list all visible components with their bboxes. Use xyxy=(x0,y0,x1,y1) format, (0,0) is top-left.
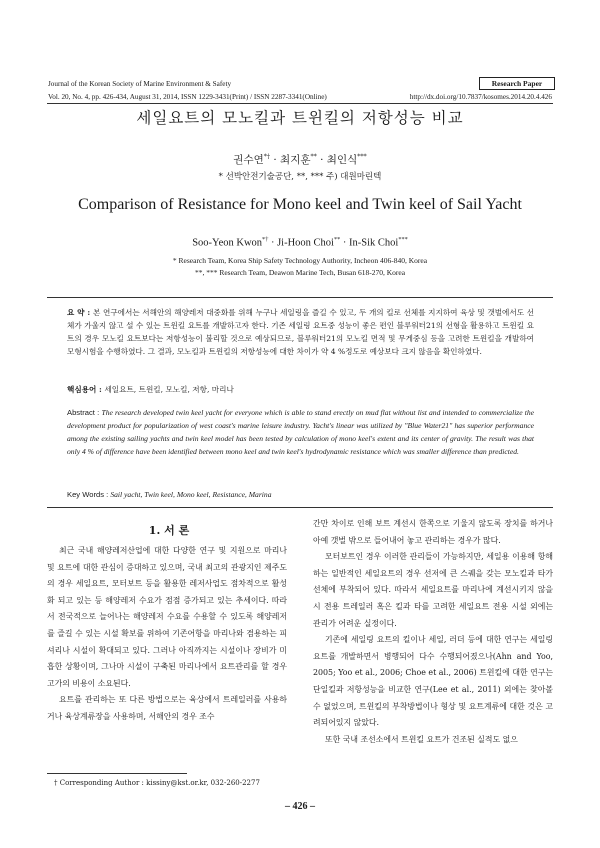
page-number: – 426 – xyxy=(285,801,315,812)
keywords-english xyxy=(67,489,534,502)
author-2-en: Ji-Hoon Choi xyxy=(277,237,334,249)
author-1-ko-mark: *† xyxy=(263,153,271,161)
research-paper-badge: Research Paper xyxy=(479,77,555,90)
affiliation-english-2: **, *** Research Team, Deawon Marine Tech, Busan 618-270, Korea xyxy=(194,268,406,277)
section-heading-introduction: 1. 서 론 xyxy=(148,524,190,537)
abstract-korean xyxy=(67,307,534,359)
keywords-korean-text: 세일요트, 트윈킬, 모노킬, 저항, 마리나 xyxy=(104,385,234,394)
author-3-en: In-Sik Choi xyxy=(349,237,399,249)
paragraph: 또한 국내 조선소에서 트윈킬 요트가 건조된 실적도 없으 xyxy=(325,734,518,744)
journal-name: Journal of the Korean Society of Marine Environment & Safety xyxy=(48,80,232,88)
title-korean: 세일요트의 모노킬과 트윈킬의 저항성능 비교 xyxy=(136,109,464,127)
author-2-ko: 최지훈 xyxy=(280,154,311,166)
abstract-top-rule xyxy=(47,297,553,298)
author-2-ko-mark: ** xyxy=(310,153,317,161)
affiliation-korean: * 선박안전기술공단, **, *** 주) 대원마린텍 xyxy=(218,172,382,182)
author-3-ko: 최인식 xyxy=(326,154,358,166)
journal-citation: Vol. 20, No. 4, pp. 426-434, August 31, 2014, ISSN 1229-3431(Print) / ISSN 2287-3341(Online) xyxy=(48,93,327,101)
paragraph: 최근 국내 해양레저산업에 대한 다양한 연구 및 지원으로 마리나 및 요트에 대한 관심이 증대하고 있으며, 국내 최고의 관광지인 제주도의 경우 세일요트, 모터보트 등을 활용한 레저사업도 점차적으로 활성화 되고 있는 등 해양레저 수요가 점점 증가되고 있는 추세이다. 따라서 전국적으로 늘어나는 해양레저 수요를 수용할 수 있도록 해양레저를 즐길 수 있는 시설 확보를 위하여 기존어항을 마리나와 겸용하는 피셔리나 시설이 확대되고 있다. 그러나 아직까지는 시설이나 장비가 미흡한 상황이며, 그나마 시설이 구축된 마리나에서 요트관리를 할 경우 고가의 비용이 소요된다. xyxy=(47,546,287,688)
keywords-english-label: Key Words : xyxy=(67,490,111,499)
footnote-rule xyxy=(47,773,187,774)
authors-english xyxy=(47,236,553,249)
authors-korean xyxy=(47,152,553,167)
abstract-english xyxy=(67,407,534,459)
paragraph: 기존에 세일링 요트의 킬이나 세일, 러더 등에 대한 연구는 세일링 요트를 개발하면서 병행되어 다수 수행되어졌으나(Ahn and Yoo, 2005; Yoo et al., 2006; Choe et al., 2006) 트윈킬에 대한 연구는 단일킬과 저항성능을 비교한 연구(Lee et al., 2011) 외에는 찾아볼 수 없었으며, 트윈킬의 부착방법이나 형상 및 요트계류에 대한 것은 고려되어있지 않았다. xyxy=(313,635,553,728)
author-sep: · xyxy=(316,154,327,166)
author-sep: · xyxy=(340,237,350,249)
author-1-en: Soo-Yeon Kwon xyxy=(192,237,263,249)
paragraph: 모터보트인 경우 이러한 관리들이 가능하지만, 세일용 이용해 항해하는 일반적인 세일요트의 경우 선저에 큰 스퀘을 갖는 모노킬과 타가 선체에 부착되어 있다. 따라서 세일요트를 마리나에 계선시키지 않을시 전용 트레일러 혹은 킬과 타를 고려한 세일요트 전용 시설 외에는 관리가 어려운 실정이다. xyxy=(313,552,553,628)
abstract-english-text: The research developed twin keel yacht for everyone which is able to stand erectly on mud flat without list and intended to commercialize the development product for popularization of west coast's marine leisure industry. Yacht's linear was utilized by "Blue Water21" has superior performance among the existing sailing yachts and twin keel model has been tested by calculation of mono keel's extent and its center of gravity. The result was that only 4 % of difference have been identified between mono keel and twin keel's hydrodynamic resistance which was smaller difference than predicted. xyxy=(67,408,534,456)
doi-link[interactable]: http://dx.doi.org/10.7837/kosomes.2014.20.4.426 xyxy=(409,93,552,101)
title-english: Comparison of Resistance for Mono keel and Twin keel of Sail Yacht xyxy=(78,196,522,213)
author-3-ko-mark: *** xyxy=(357,153,367,161)
abstract-korean-text: 본 연구에서는 서해안의 해양레저 대중화를 위해 누구나 세일링을 즐길 수 있고, 두 개의 킬로 선체를 지지하여 육상 및 갯벌에서도 선체가 가울지 않고 설 수 있는 트윈킬 요트를 개발하고자 한다. 기존 세일링 요트중 성능이 좋은 편인 블루워터21의 선형을 활용하고 트윈킬 요트의 경우 모노킬 요트보다는 저항성능이 불리할 것으로 예상되므로, 블루워터21의 모노킬 면적 및 무게중심 등을 고려한 트윈킬을 개발하여 모형시험을 수행하였다. 그 결과, 모노킬과 트윈킬의 저항성능에 대한 차이가 약 4 %정도로 예상보다 크지 않음을 확인하였다. xyxy=(67,308,535,356)
abstract-bottom-rule xyxy=(47,507,553,508)
left-column xyxy=(47,543,287,726)
header-rule xyxy=(47,103,553,104)
author-2-en-mark: ** xyxy=(333,236,341,243)
abstract-english-label: Abstract : xyxy=(67,408,102,417)
author-3-en-mark: *** xyxy=(398,236,408,243)
affiliation-english-1: * Research Team, Korea Ship Safety Technology Authority, Incheon 406-840, Korea xyxy=(172,256,428,265)
author-1-ko: 권수연 xyxy=(233,154,264,166)
keywords-english-text: Sail yacht, Twin keel, Mono keel, Resistance, Marina xyxy=(110,490,272,499)
abstract-korean-label: 요 약 : xyxy=(67,308,94,317)
author-sep: · xyxy=(268,237,278,249)
right-column xyxy=(313,516,553,748)
paragraph: 간만 차이로 인해 보트 계선시 한쪽으로 기울지 않도록 장치를 하거나 아예 갯벌 밖으로 들어내어 놓고 관리하는 경우가 많다. xyxy=(313,519,553,545)
corresponding-author-footnote: † Corresponding Author : kissiny@kst.or.kr, 032-260-2277 xyxy=(54,779,260,787)
keywords-korean xyxy=(67,384,534,397)
author-sep: · xyxy=(270,154,281,166)
author-1-en-mark: *† xyxy=(262,236,269,243)
paragraph: 요트를 관리하는 또 다른 방법으로는 육상에서 트레일러를 사용하거나 육상계류장을 사용하며, 서해안의 경우 조수 xyxy=(47,695,287,721)
keywords-korean-label: 핵심용어 : xyxy=(67,385,105,394)
